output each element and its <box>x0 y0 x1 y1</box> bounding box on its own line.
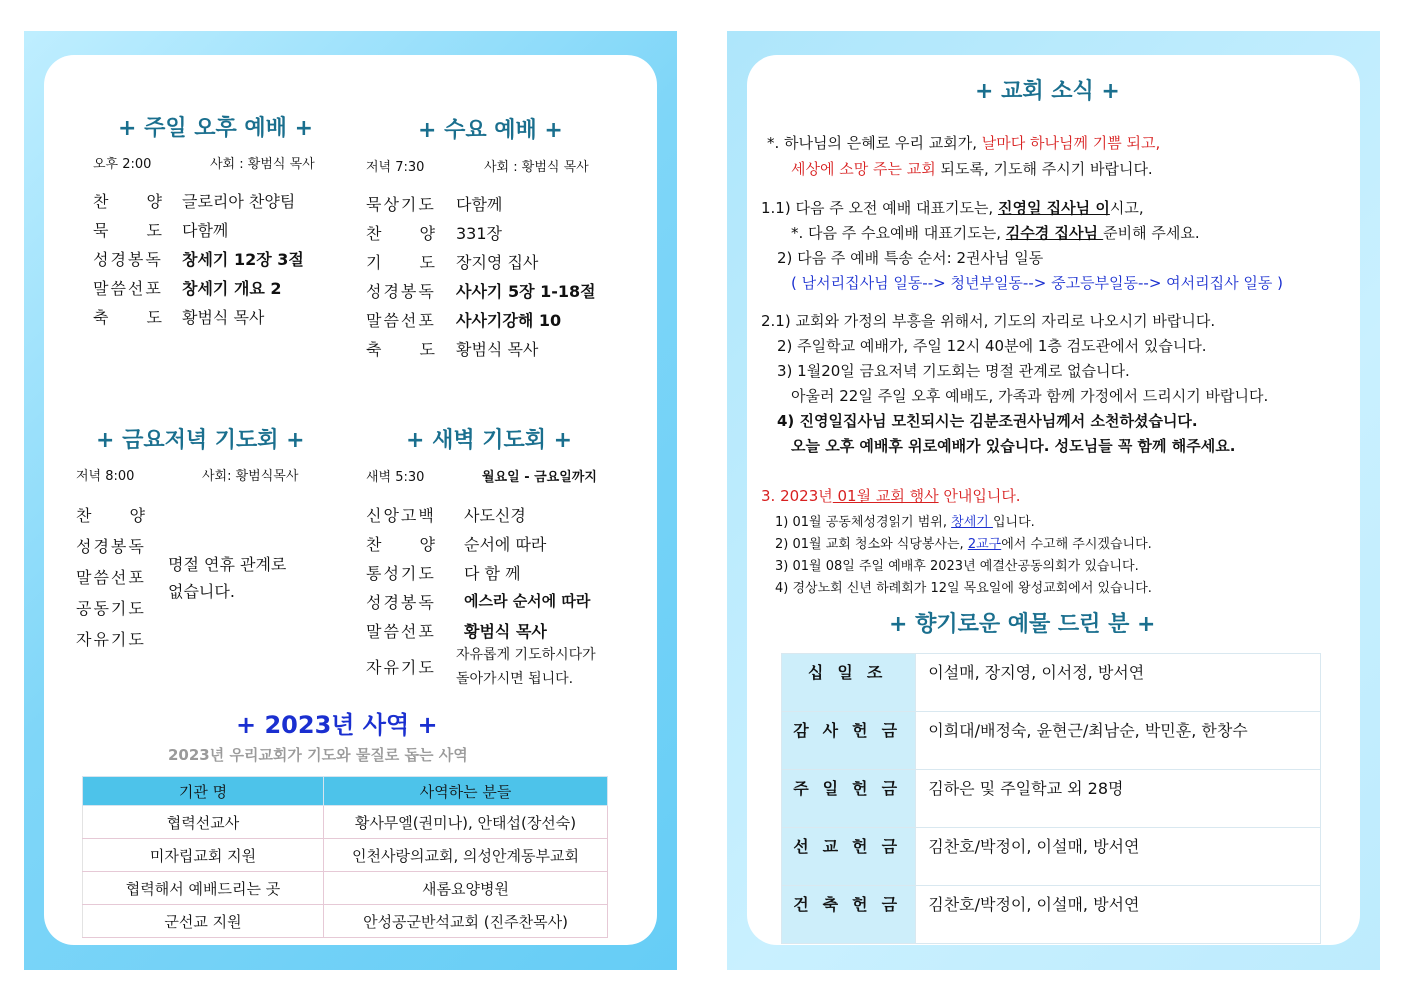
event-link-text: 2교구 <box>967 537 1002 552</box>
table-row <box>83 872 608 905</box>
sunday-service-title: + 주일 오후 예배 + <box>118 116 314 141</box>
order-label: 통성기도 <box>366 564 436 583</box>
order-value: 창세기 12장 3절 <box>182 250 304 269</box>
table-row <box>782 886 1321 944</box>
order-value: 황범식 목사 <box>182 308 265 327</box>
offering-category: 선교헌금 <box>782 828 916 886</box>
order-value: 글로리아 찬양팀 <box>182 192 296 211</box>
intro-text: *. 하나님의 은혜로 우리 교회가, <box>767 134 982 152</box>
order-label: 말씀선포 <box>366 311 436 330</box>
news-text: 준비해 주세요. <box>1103 224 1200 242</box>
sunday-time: 오후 2:00 <box>93 157 152 172</box>
right-panel <box>727 31 1380 970</box>
order-value: 순서에 따라 <box>464 535 547 554</box>
order-label: 묵상기도 <box>366 195 436 214</box>
intro-line-2 <box>791 158 1153 179</box>
news-item: ( 남서리집사님 일동--> 청년부일동--> 중고등부일동--> 여서리집사 일동 ) <box>791 274 1284 292</box>
order-label: 축 도 <box>366 340 437 359</box>
order-label: 말씀선포 <box>366 622 436 641</box>
table-cell: 협력선교사 <box>83 806 324 839</box>
offering-table <box>781 653 1321 944</box>
order-label: 자유기도 <box>76 630 146 649</box>
order-label: 축 도 <box>93 308 164 327</box>
table-cell: 협력해서 예배드리는 곳 <box>83 872 324 905</box>
order-label: 찬 양 <box>366 535 437 554</box>
table-row <box>782 770 1321 828</box>
offering-category: 주일헌금 <box>782 770 916 828</box>
offering-category: 십일조 <box>782 654 916 712</box>
offering-names: 김찬호/박정이, 이설매, 방서연 <box>916 828 1321 886</box>
event-item <box>775 533 1152 552</box>
order-label: 말씀선포 <box>93 279 163 298</box>
prayer-leader-name: 진영일 집사님 이 <box>997 199 1110 217</box>
friday-prayer-title: + 금요저녁 기도회 + <box>96 428 305 453</box>
ministry-title: + 2023년 사역 + <box>236 711 438 739</box>
order-value: 사사기강해 10 <box>456 311 562 330</box>
news-item: 2) 다음 주 예배 특송 순서: 2권사님 일동 <box>777 249 1044 267</box>
news-title: + 교회 소식 + <box>975 79 1120 104</box>
offering-title: + 향기로운 예물 드린 분 + <box>889 612 1156 637</box>
dawn-time: 새벽 5:30 <box>366 470 425 485</box>
offering-names: 김하은 및 주일학교 외 28명 <box>916 770 1321 828</box>
news-item: 2) 주일학교 예배가, 주일 12시 40분에 1층 검도관에서 있습니다. <box>777 337 1207 355</box>
friday-leader: 사회: 황범식목사 <box>202 469 299 484</box>
offering-names: 이희대/배정숙, 윤현근/최남순, 박민훈, 한창수 <box>916 712 1321 770</box>
event-text: 에서 수고해 주시겠습니다. <box>1001 537 1152 552</box>
table-cell: 황사무엘(권미나), 안태섭(장선숙) <box>324 806 608 839</box>
order-value: 장지영 집사 <box>456 253 539 272</box>
dawn-days: 월요일 - 금요일까지 <box>482 470 597 485</box>
order-value: 창세기 개요 2 <box>182 279 282 298</box>
table-cell: 안성공군반석교회 (진주찬목사) <box>324 905 608 938</box>
order-label: 말씀선포 <box>76 568 146 587</box>
news-item <box>791 222 1200 243</box>
dawn-prayer-title: + 새벽 기도회 + <box>406 428 573 453</box>
event-text: 입니다. <box>992 515 1035 530</box>
events-text: 3. 2023년 <box>761 487 833 505</box>
order-value: 에스라 순서에 따라 <box>464 592 591 610</box>
order-label: 성경봉독 <box>76 537 146 556</box>
offering-names: 김찬호/박정이, 이설매, 방서연 <box>916 886 1321 944</box>
prayer-leader-name: 김수경 집사님 <box>1005 224 1104 242</box>
column-header: 기관 명 <box>83 777 324 806</box>
table-cell: 인천사랑의교회, 의성안계동부교회 <box>324 839 608 872</box>
event-text: 2) 01월 교회 청소와 식당봉사는, <box>775 537 968 552</box>
table-row <box>782 712 1321 770</box>
events-text: 안내입니다. <box>938 487 1021 505</box>
order-label: 성경봉독 <box>366 593 436 612</box>
offering-category: 감사헌금 <box>782 712 916 770</box>
table-row <box>83 905 608 938</box>
offering-names: 이설매, 장지영, 이서정, 방서연 <box>916 654 1321 712</box>
order-label: 신앙고백 <box>366 506 436 525</box>
intro-highlight: 세상에 소망 주는 교회 <box>791 160 936 178</box>
table-cell: 미자립교회 지원 <box>83 839 324 872</box>
order-label: 공동기도 <box>76 599 146 618</box>
event-item <box>775 511 1035 530</box>
order-label: 성경봉독 <box>366 282 436 301</box>
order-value: 사도신경 <box>464 506 526 525</box>
table-row <box>782 828 1321 886</box>
ministry-table <box>82 776 608 938</box>
event-item: 4) 경상노회 신년 하례회가 12일 목요일에 왕성교회에서 있습니다. <box>775 581 1152 596</box>
order-value: 황범식 목사 <box>464 622 547 641</box>
right-card <box>747 55 1360 945</box>
news-item: 오늘 오후 예배후 위로예배가 있습니다. 성도님들 꼭 함께 해주세요. <box>791 437 1236 455</box>
news-text: 1.1) 다음 주 오전 예배 대표기도는, <box>761 199 998 217</box>
order-label: 찬 양 <box>93 192 164 211</box>
order-value: 사사기 5장 1-18절 <box>456 282 596 301</box>
news-item: 4) 진영일집사님 모친되시는 김분조권사님께서 소천하셨습니다. <box>777 412 1198 430</box>
news-text: 시고, <box>1109 199 1144 217</box>
news-text: *. 다음 주 수요예배 대표기도는, <box>791 224 1006 242</box>
offering-category: 건축헌금 <box>782 886 916 944</box>
news-item: 3) 1월20일 금요저녁 기도회는 명절 관계로 없습니다. <box>777 362 1130 380</box>
order-label: 기 도 <box>366 253 437 272</box>
table-cell: 새롬요양병원 <box>324 872 608 905</box>
table-cell: 군선교 지원 <box>83 905 324 938</box>
intro-text: 되도록, 기도해 주시기 바랍니다. <box>935 160 1153 178</box>
event-item: 3) 01월 08일 주일 예배후 2023년 예결산공동의회가 있습니다. <box>775 559 1139 574</box>
order-label: 자유기도 <box>366 658 436 677</box>
left-panel <box>24 31 677 970</box>
order-value: 다함께 <box>456 195 503 214</box>
order-label: 묵 도 <box>93 221 164 240</box>
table-row <box>782 654 1321 712</box>
friday-time: 저녁 8:00 <box>76 469 135 484</box>
order-value: 다 함 께 <box>464 564 521 583</box>
intro-line-1 <box>767 132 1160 153</box>
events-heading <box>761 485 1021 506</box>
order-value: 자유롭게 기도하시다가 <box>456 647 596 663</box>
order-label: 찬 양 <box>76 506 147 525</box>
news-item <box>761 197 1144 218</box>
event-link-text: 창세기 <box>951 515 993 530</box>
wednesday-time: 저녁 7:30 <box>366 160 425 175</box>
friday-note: 명절 연휴 관계로 <box>168 555 287 574</box>
order-value: 331장 <box>456 224 502 243</box>
order-label: 찬 양 <box>366 224 437 243</box>
news-item: 2.1) 교회와 가정의 부흥을 위해서, 기도의 자리로 나오시기 바랍니다. <box>761 312 1216 330</box>
order-value: 황범식 목사 <box>456 340 539 359</box>
table-row <box>83 806 608 839</box>
left-card <box>44 55 657 945</box>
table-row <box>83 839 608 872</box>
event-text: 1) 01월 공동체성경읽기 범위, <box>775 515 952 530</box>
table-header-row <box>83 777 608 806</box>
order-value: 다함께 <box>182 221 229 240</box>
sunday-leader: 사회 : 황범식 목사 <box>210 157 315 172</box>
column-header: 사역하는 분들 <box>324 777 608 806</box>
intro-highlight: 날마다 하나님께 기쁨 되고, <box>981 134 1161 152</box>
events-text: 01월 교회 행사 <box>832 487 939 505</box>
news-item: 아울러 22일 주일 오후 예배도, 가족과 함께 가정에서 드리시기 바랍니다. <box>791 387 1269 405</box>
friday-note: 없습니다. <box>168 582 235 601</box>
wednesday-service-title: + 수요 예배 + <box>418 118 563 143</box>
wednesday-leader: 사회 : 황범식 목사 <box>484 160 589 175</box>
order-value: 돌아가시면 됩니다. <box>456 671 574 687</box>
ministry-subtitle: 2023년 우리교회가 기도와 물질로 돕는 사역 <box>168 746 468 764</box>
order-label: 성경봉독 <box>93 250 163 269</box>
